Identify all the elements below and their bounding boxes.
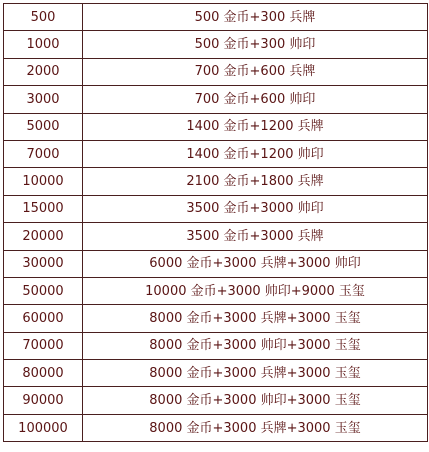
amount-cell: 5000 <box>4 113 83 140</box>
table-row <box>4 223 428 250</box>
table-row <box>4 277 428 304</box>
amount-cell: 100000 <box>4 414 83 441</box>
amount-cell: 20000 <box>4 223 83 250</box>
reward-cell: 8000 金币+3000 兵牌+3000 玉玺 <box>83 305 428 332</box>
amount-cell: 50000 <box>4 277 83 304</box>
reward-cell: 6000 金币+3000 兵牌+3000 帅印 <box>83 250 428 277</box>
reward-cell: 10000 金币+3000 帅印+9000 玉玺 <box>83 277 428 304</box>
amount-cell: 500 <box>4 4 83 31</box>
table-row <box>4 168 428 195</box>
amount-cell: 15000 <box>4 195 83 222</box>
reward-cell: 700 金币+600 帅印 <box>83 86 428 113</box>
table-row <box>4 305 428 332</box>
table-row <box>4 250 428 277</box>
reward-cell: 8000 金币+3000 兵牌+3000 玉玺 <box>83 414 428 441</box>
reward-cell: 1400 金币+1200 帅印 <box>83 140 428 167</box>
table-row <box>4 414 428 441</box>
table-row <box>4 332 428 359</box>
table-row <box>4 387 428 414</box>
amount-cell: 80000 <box>4 360 83 387</box>
reward-cell: 2100 金币+1800 兵牌 <box>83 168 428 195</box>
table-row <box>4 195 428 222</box>
reward-table-body <box>4 4 428 442</box>
reward-cell: 8000 金币+3000 帅印+3000 玉玺 <box>83 332 428 359</box>
amount-cell: 60000 <box>4 305 83 332</box>
amount-cell: 70000 <box>4 332 83 359</box>
reward-cell: 3500 金币+3000 兵牌 <box>83 223 428 250</box>
amount-cell: 10000 <box>4 168 83 195</box>
amount-cell: 7000 <box>4 140 83 167</box>
amount-cell: 30000 <box>4 250 83 277</box>
table-row <box>4 31 428 58</box>
reward-table <box>3 3 428 442</box>
table-row <box>4 140 428 167</box>
reward-cell: 3500 金币+3000 帅印 <box>83 195 428 222</box>
table-row <box>4 113 428 140</box>
amount-cell: 90000 <box>4 387 83 414</box>
amount-cell: 2000 <box>4 58 83 85</box>
reward-cell: 500 金币+300 帅印 <box>83 31 428 58</box>
table-row <box>4 86 428 113</box>
amount-cell: 1000 <box>4 31 83 58</box>
reward-cell: 1400 金币+1200 兵牌 <box>83 113 428 140</box>
reward-cell: 8000 金币+3000 兵牌+3000 玉玺 <box>83 360 428 387</box>
reward-cell: 8000 金币+3000 帅印+3000 玉玺 <box>83 387 428 414</box>
table-row <box>4 360 428 387</box>
table-row <box>4 58 428 85</box>
amount-cell: 3000 <box>4 86 83 113</box>
table-row <box>4 4 428 31</box>
reward-cell: 500 金币+300 兵牌 <box>83 4 428 31</box>
reward-cell: 700 金币+600 兵牌 <box>83 58 428 85</box>
